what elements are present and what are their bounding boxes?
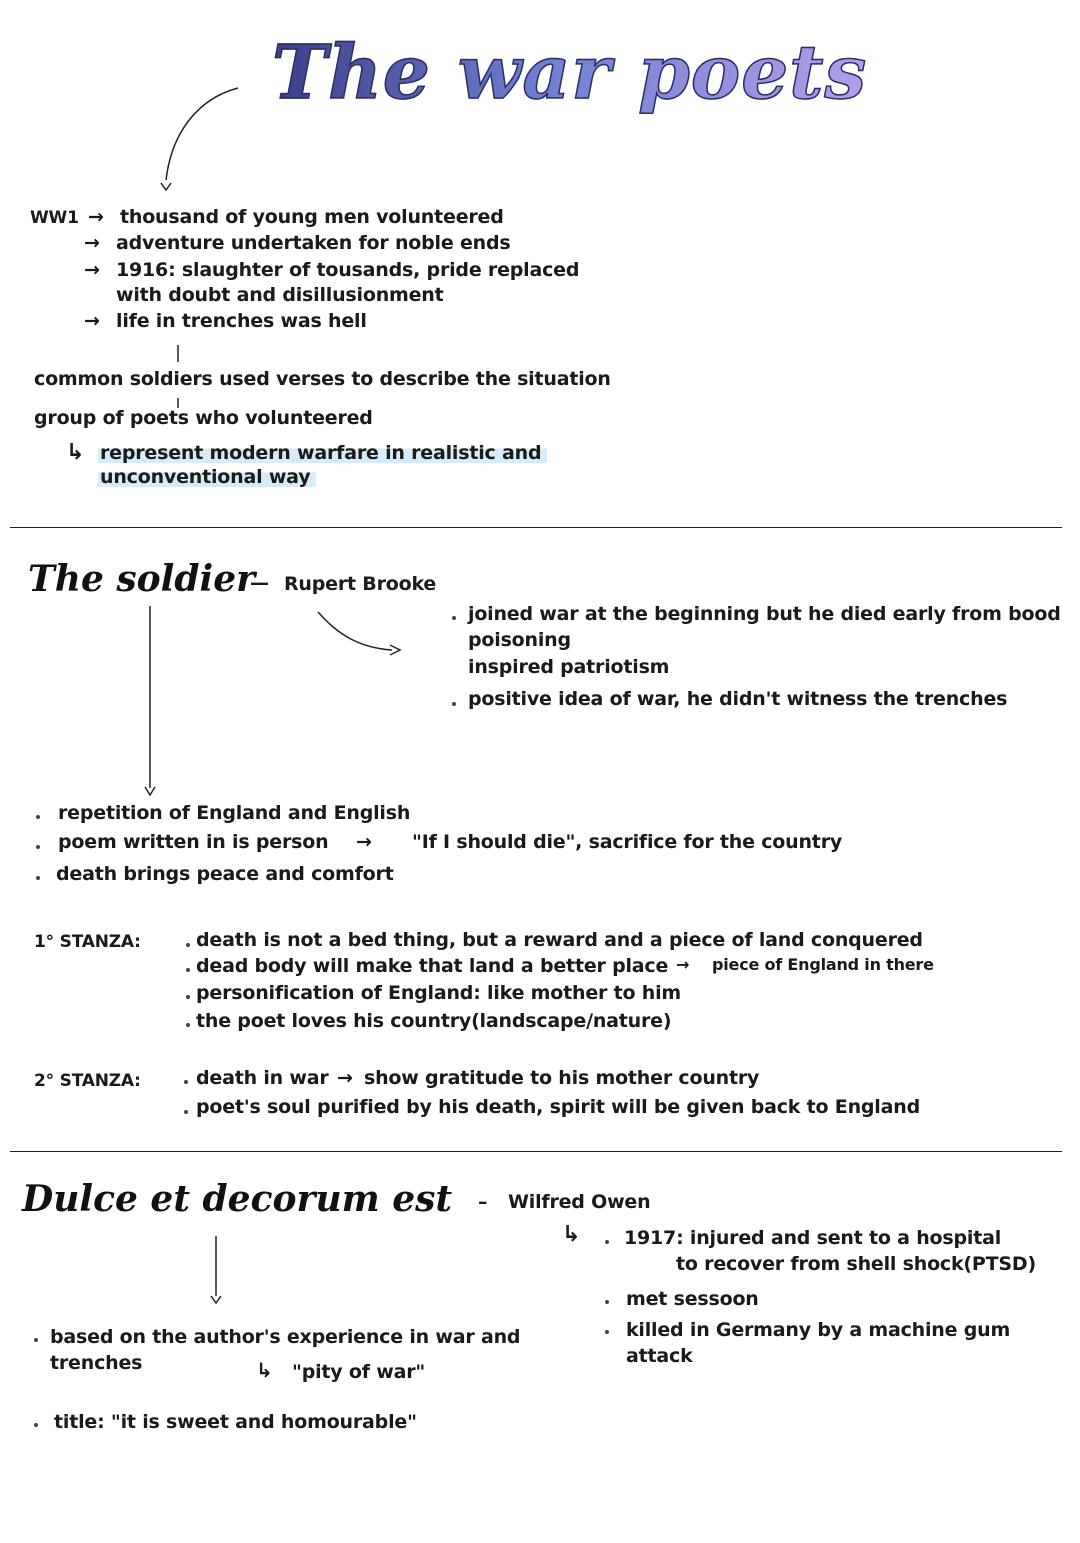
- owen-bio-1: 1917: injured and sent to a hospital: [624, 1227, 1002, 1249]
- section-divider: [10, 1151, 1062, 1152]
- stanza1-line-3: personification of England: like mother to him: [196, 982, 681, 1004]
- stanza1-label: 1° STANZA:: [34, 932, 141, 952]
- arrow-icon: →: [337, 1067, 353, 1089]
- common-soldiers-text: common soldiers used verses to describe the situation: [34, 368, 611, 390]
- stanza1-line-1: death is not a bed thing, but a reward and a piece of land conquered: [196, 929, 923, 951]
- owen-bio-2: met sessoon: [626, 1288, 759, 1310]
- dulce-heading: Dulce et decorum est: [22, 1178, 453, 1220]
- bullet-dot: [452, 702, 456, 706]
- pity-of-war: "pity of war": [292, 1361, 426, 1383]
- hook-arrow-icon: ↳: [562, 1222, 581, 1247]
- bullet-dot: [36, 815, 40, 819]
- brooke-bio-3: positive idea of war, he didn't witness the trenches: [468, 688, 1008, 710]
- ww1-label: WW1: [30, 208, 79, 228]
- bullet-dot: [605, 1240, 609, 1244]
- dulce-title-note: title: "it is sweet and homourable": [54, 1411, 417, 1433]
- soldier-point-3: death brings peace and comfort: [56, 863, 394, 885]
- dash-separator: –: [478, 1191, 488, 1213]
- hook-arrow-icon: ↳: [256, 1358, 273, 1382]
- arrow-icon: →: [84, 259, 100, 281]
- stanza1-line-2: dead body will make that land a better place: [196, 955, 669, 977]
- dash-separator: —: [250, 572, 269, 594]
- owen-bio-1-cont: to recover from shell shock(PTSD): [676, 1253, 1036, 1275]
- arrow-icon: →: [84, 310, 100, 332]
- hook-arrow-icon: ↳: [66, 440, 85, 465]
- intro-bullet-2: adventure undertaken for noble ends: [116, 232, 511, 254]
- bullet-dot: [186, 968, 190, 972]
- stanza2-line-2: poet's soul purified by his death, spirit will be given back to England: [196, 1096, 920, 1118]
- section-divider: [10, 527, 1062, 528]
- brooke-bio-2: inspired patriotism: [468, 656, 670, 678]
- soldier-heading: The soldier: [28, 558, 256, 600]
- bullet-dot: [186, 943, 190, 947]
- soldier-point-2: poem written in is person: [58, 831, 329, 853]
- bullet-dot: [34, 1338, 38, 1342]
- dulce-based-1: based on the author's experience in war and: [50, 1326, 521, 1348]
- brooke-bio-1-cont: poisoning: [468, 629, 571, 651]
- soldier-point-1: repetition of England and English: [58, 802, 411, 824]
- arrow-icon: →: [84, 232, 100, 254]
- arrow-icon: →: [356, 831, 372, 853]
- soldier-quote: "If I should die", sacrifice for the country: [412, 831, 843, 853]
- intro-bullet-3: 1916: slaughter of tousands, pride replaced: [116, 259, 580, 281]
- bullet-dot: [452, 616, 456, 620]
- arrow-icon: →: [676, 955, 690, 974]
- bullet-dot: [36, 845, 40, 849]
- brooke-bio-1: joined war at the beginning but he died early from bood: [468, 603, 1061, 625]
- bullet-dot: [605, 1300, 609, 1304]
- bullet-dot: [186, 1023, 190, 1027]
- owen-bio-3-cont: attack: [626, 1345, 693, 1367]
- bullet-dot: [34, 1423, 38, 1427]
- dulce-based-2: trenches: [50, 1352, 143, 1374]
- stanza1-note: piece of England in there: [712, 955, 934, 974]
- represent-line-1: represent modern warfare in realistic and: [98, 442, 547, 464]
- represent-line-2: unconventional way: [98, 466, 316, 488]
- bullet-dot: [184, 1110, 188, 1114]
- owen-bio-3: killed in Germany by a machine gum: [626, 1319, 1011, 1341]
- soldier-author: Rupert Brooke: [284, 573, 437, 595]
- bullet-dot: [36, 876, 40, 880]
- stanza2-line-1: death in war: [196, 1067, 329, 1089]
- arrow-icon: →: [88, 206, 104, 228]
- intro-bullet-3-cont: with doubt and disillusionment: [116, 284, 444, 306]
- stanza1-line-4: the poet loves his country(landscape/nature): [196, 1010, 672, 1032]
- page-title: The war poets: [272, 30, 868, 116]
- stanza2-line-1-cont: show gratitude to his mother country: [364, 1067, 760, 1089]
- bullet-dot: [186, 995, 190, 999]
- stanza2-label: 2° STANZA:: [34, 1071, 141, 1091]
- bullet-dot: [184, 1080, 188, 1084]
- bullet-dot: [605, 1330, 609, 1334]
- intro-bullet-4: life in trenches was hell: [116, 310, 367, 332]
- group-poets-text: group of poets who volunteered: [34, 407, 373, 429]
- intro-bullet-1: thousand of young men volunteered: [120, 206, 504, 228]
- dulce-author: Wilfred Owen: [508, 1191, 651, 1213]
